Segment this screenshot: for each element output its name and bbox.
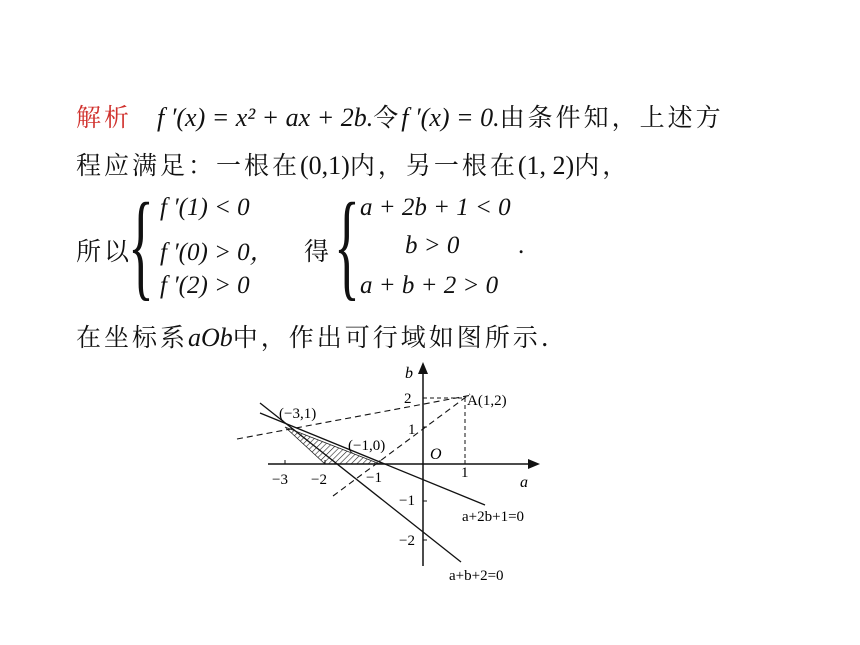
dashed-line-B-A bbox=[237, 395, 472, 439]
a-axis-arrow bbox=[528, 459, 540, 469]
right-ineq-1: a + 2b + 1 < 0 bbox=[360, 194, 511, 221]
point-C-label: (−1,0) bbox=[348, 438, 386, 454]
axis-label-b: b bbox=[405, 365, 413, 382]
derivative-zero: f ′(x) = 0. bbox=[401, 103, 500, 132]
x-tick-neg1: −1 bbox=[366, 470, 382, 486]
left-ineq-2: f ′(0) > 0， bbox=[160, 239, 275, 266]
y-tick-1: 1 bbox=[408, 422, 416, 438]
right-brace: { bbox=[334, 178, 360, 311]
de-text: 得 bbox=[304, 237, 333, 266]
root-text-a: 程应满足：一根在 bbox=[76, 151, 301, 180]
interval-0-1: (0,1) bbox=[300, 151, 350, 180]
coord-text-a: 在坐标系 bbox=[76, 323, 189, 352]
interval-1-2: (1, 2) bbox=[517, 151, 575, 180]
point-A-label: A(1,2) bbox=[467, 393, 507, 409]
condition-text: 由条件知，上述方 bbox=[499, 103, 724, 132]
root-text-b: 内，另一根在 bbox=[349, 151, 518, 180]
x-tick-neg2: −2 bbox=[311, 472, 327, 488]
right-ineq-3: a + b + 2 > 0 bbox=[360, 272, 499, 299]
point-B-label: (−3,1) bbox=[279, 406, 317, 422]
line2-label: a+b+2=0 bbox=[449, 568, 504, 584]
left-brace: { bbox=[128, 178, 154, 311]
y-tick-neg2: −2 bbox=[399, 533, 415, 549]
y-tick-2: 2 bbox=[404, 391, 412, 407]
root-text-c: 内， bbox=[574, 151, 631, 180]
system-prefix: 所以 bbox=[76, 237, 133, 266]
x-tick-1: 1 bbox=[461, 465, 469, 481]
left-ineq-1: f ′(1) < 0 bbox=[160, 194, 250, 221]
x-tick-neg3: −3 bbox=[272, 472, 288, 488]
coord-text-b: 中，作出可行域如图所示. bbox=[232, 323, 552, 352]
ling-text: 令 bbox=[373, 103, 402, 132]
axis-label-a: a bbox=[520, 474, 528, 491]
system-end: . bbox=[518, 232, 525, 259]
left-ineq-3: f ′(2) > 0 bbox=[160, 272, 250, 299]
origin-label: O bbox=[430, 446, 442, 463]
line1-label: a+2b+1=0 bbox=[462, 509, 525, 525]
coord-var: aOb bbox=[188, 323, 233, 352]
b-axis-arrow bbox=[418, 362, 428, 374]
y-tick-neg1: −1 bbox=[399, 493, 415, 509]
derivative-equation: f ′(x) = x² + ax + 2b. bbox=[156, 103, 374, 132]
right-ineq-2: b > 0 bbox=[405, 232, 460, 259]
analysis-label: 解析 bbox=[76, 103, 133, 132]
